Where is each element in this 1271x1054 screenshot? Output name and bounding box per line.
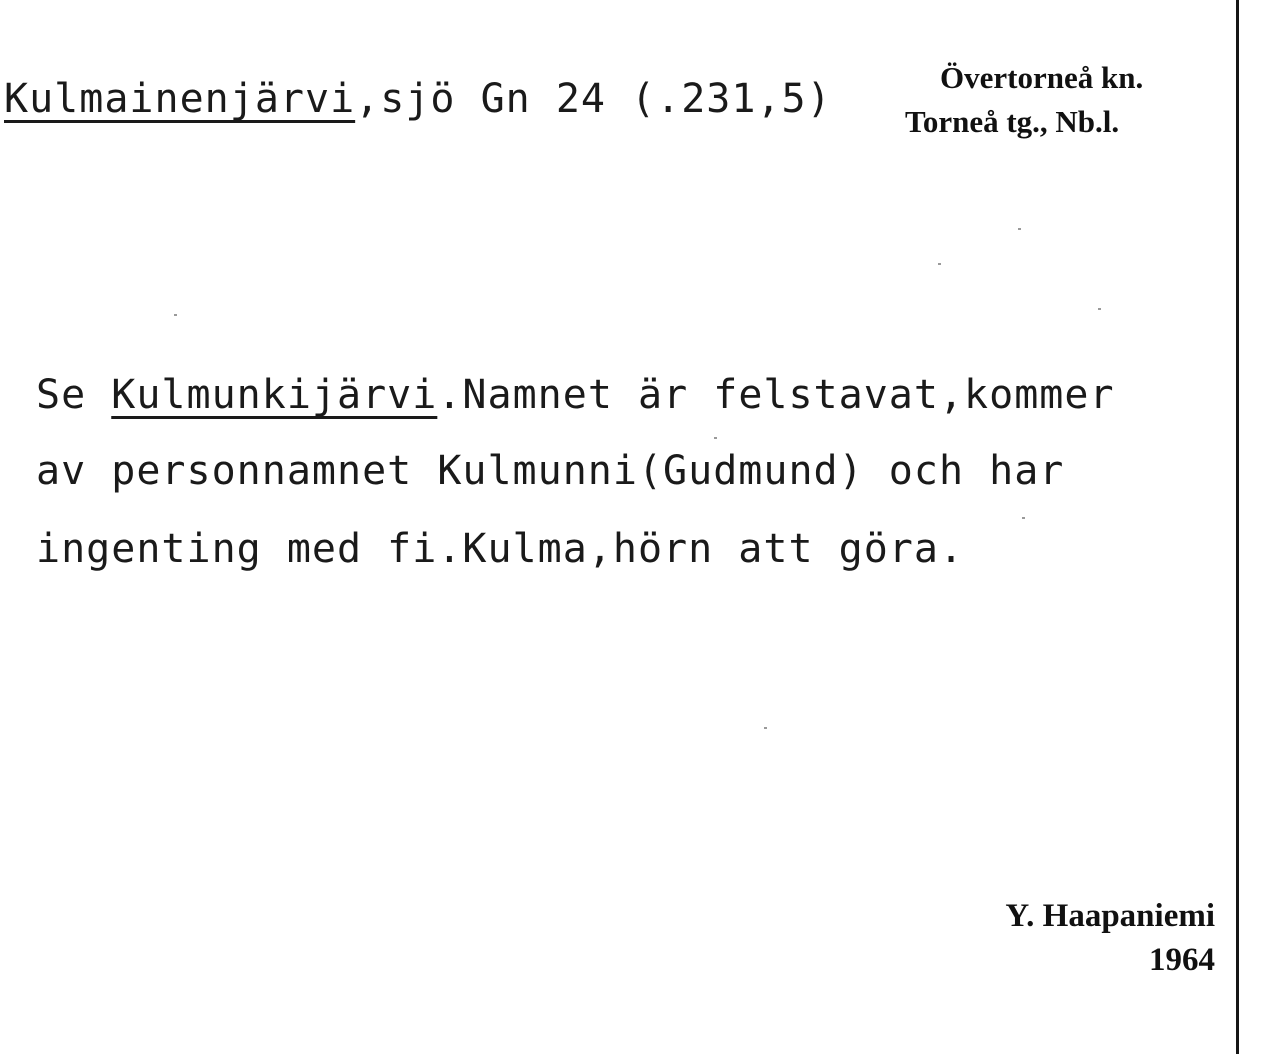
paper-speck	[764, 727, 767, 729]
paper-speck	[1098, 308, 1101, 310]
paper-speck	[174, 314, 177, 316]
header-line	[4, 76, 832, 122]
body-line-3: ingenting med fi.Kulma,hörn att göra.	[36, 526, 965, 572]
paper-speck	[1018, 228, 1021, 230]
body-line-1-rest: .Namnet är felstavat,kommer	[437, 372, 1115, 418]
paper-speck	[714, 437, 717, 439]
body-line-1	[36, 372, 1115, 418]
signature-year: 1964	[1149, 942, 1215, 978]
header-details: ,sjö Gn 24 (.231,5)	[355, 76, 832, 122]
paper-speck	[938, 263, 941, 265]
stamp-parish-county: Torneå tg., Nb.l.	[905, 104, 1120, 139]
body-line-2: av personnamnet Kulmunni(Gudmund) och har	[36, 448, 1065, 494]
stamp-municipality: Övertorneå kn.	[940, 60, 1144, 95]
body-see-prefix: Se	[36, 372, 112, 418]
signature-name: Y. Haapaniemi	[1005, 898, 1215, 934]
cross-reference: Kulmunkijärvi	[111, 372, 438, 418]
paper-speck	[1022, 517, 1025, 519]
card-edge-line	[1236, 0, 1239, 1054]
headword: Kulmainenjärvi	[4, 76, 356, 122]
